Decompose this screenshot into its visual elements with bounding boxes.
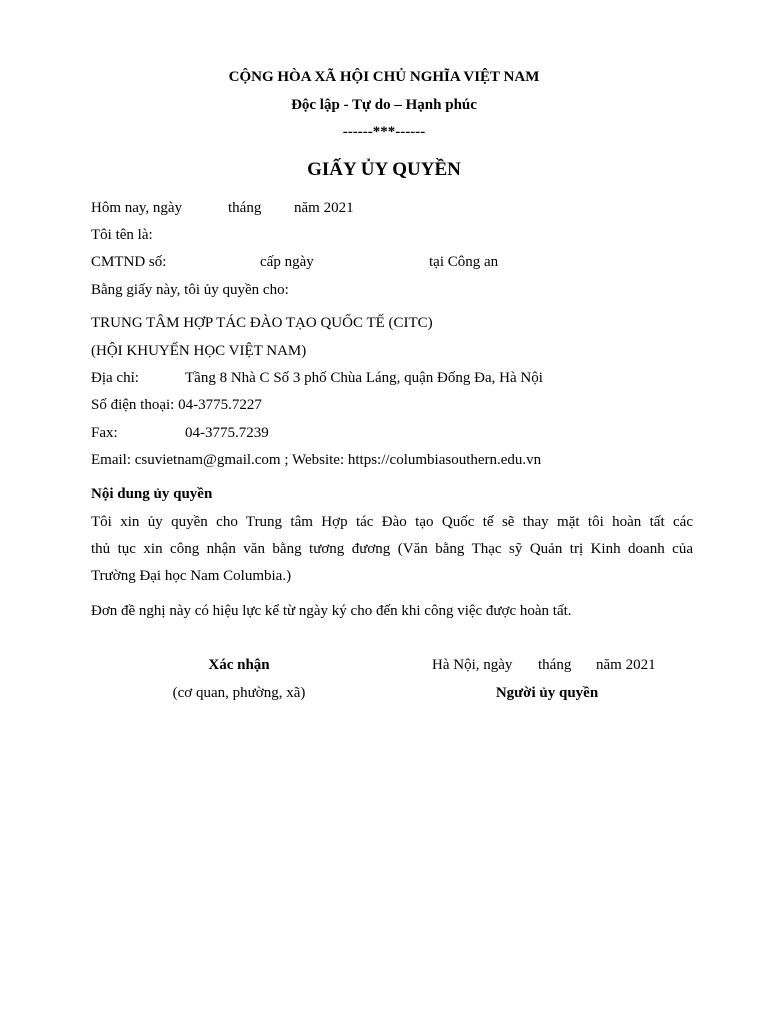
issued-place-label: tại Công an (429, 254, 499, 270)
content-paragraph-line-1: Tôi xin ủy quyền cho Trung tâm Hợp tác Đào tạo Quốc tế sẽ thay mặt tôi hoàn tất các (91, 514, 693, 530)
fax-label: Fax: (91, 425, 118, 441)
right-signature-title: Người ủy quyền (495, 685, 599, 701)
id-label: CMTND số: (91, 254, 167, 270)
authorize-line: Bằng giấy này, tôi ủy quyền cho: (91, 282, 289, 298)
issued-date-label: cấp ngày (260, 254, 314, 270)
fax-value: 04-3775.7239 (185, 425, 269, 441)
right-signature-month: tháng (538, 657, 572, 673)
content-paragraph-line-3: Trường Đại học Nam Columbia.) (91, 568, 292, 584)
national-motto: Độc lập - Tự do – Hạnh phúc (291, 97, 477, 113)
left-signature-subtitle: (cơ quan, phường, xã) (172, 685, 306, 701)
content-heading: Nội dung ủy quyền (91, 486, 213, 502)
date-month: tháng (228, 200, 262, 216)
address-label: Địa chỉ: (91, 370, 139, 386)
validity-statement: Đơn đề nghị này có hiệu lực kể từ ngày ký cho đến khi công việc được hoàn tất. (91, 603, 572, 619)
org-name: TRUNG TÂM HỢP TÁC ĐÀO TẠO QUỐC TẾ (CITC) (91, 315, 433, 331)
right-signature-year: năm 2021 (596, 657, 656, 673)
left-signature-title: Xác nhận (208, 657, 270, 673)
date-year: năm 2021 (294, 200, 354, 216)
name-label: Tôi tên là: (91, 227, 153, 243)
contact-line: Email: csuvietnam@gmail.com ; Website: https://columbiasouthern.edu.vn (91, 452, 542, 468)
address-value: Tầng 8 Nhà C Số 3 phố Chùa Láng, quận Đống Đa, Hà Nội (185, 370, 543, 386)
org-parent: (HỘI KHUYẾN HỌC VIỆT NAM) (91, 343, 307, 359)
document-title: GIẤY ỦY QUYỀN (307, 159, 461, 180)
header-separator: ------***------ (342, 124, 426, 140)
national-title: CỘNG HÒA XÃ HỘI CHỦ NGHĨA VIỆT NAM (228, 69, 540, 85)
date-prefix: Hôm nay, ngày (91, 200, 183, 216)
right-signature-place-date: Hà Nội, ngày (432, 657, 513, 673)
phone-line: Số điện thoại: 04-3775.7227 (91, 397, 262, 413)
content-paragraph-line-2: thủ tục xin công nhận văn bằng tương đương (Văn bằng Thạc sỹ Quản trị Kinh doanh của (91, 541, 693, 557)
